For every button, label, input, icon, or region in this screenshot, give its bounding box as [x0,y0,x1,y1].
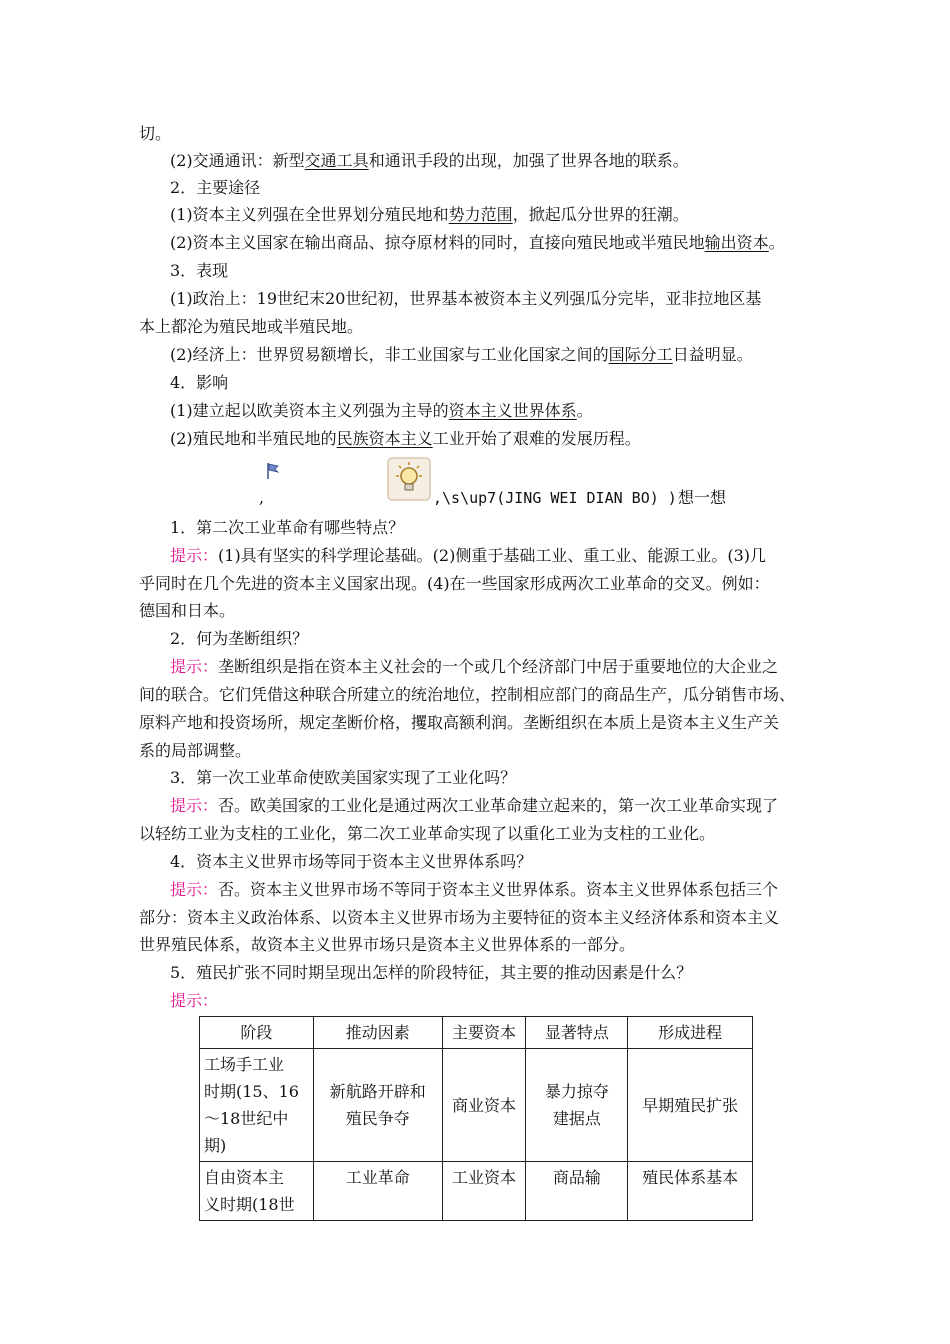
table-header: 推动因素 [313,1017,442,1049]
hint-label: 提示： [170,796,219,815]
hint-label: 提示： [170,657,219,676]
question: 3．第一次工业革命使欧美国家实现了工业化吗？ [170,768,517,787]
separator-comma: , [259,488,265,507]
table-cell-capital: 工业资本 [442,1162,526,1221]
answer-line: 世界殖民体系，故资本主义世界市场只是资本主义世界体系的一部分。 [139,935,636,954]
table-header: 主要资本 [442,1017,526,1049]
answer-line: 提示：(1)具有坚实的科学理论基础。(2)侧重于基础工业、重工业、能源工业。(3)几 [170,546,767,565]
section-title: 想一想 [678,488,727,507]
question: 1．第二次工业革命有哪些特点？ [170,518,405,537]
line: (2)经济上：世界贸易额增长，非工业国家与工业化国家之间的国际分工日益明显。 [170,345,753,364]
table-cell-capital: 商业资本 [442,1049,526,1162]
table-cell-stage: 工场手工业 时期(15、16 ～18世纪中 期) [200,1049,314,1162]
line: (2)交通通讯：新型交通工具和通讯手段的出现，加强了世界各地的联系。 [170,151,689,170]
hint-label: 提示： [170,546,219,565]
line: (2)殖民地和半殖民地的民族资本主义工业开始了艰难的发展历程。 [170,429,641,448]
answer-line: 系的局部调整。 [139,741,252,760]
line: (1)政治上：19世纪末20世纪初，世界基本被资本主义列强瓜分完毕，亚非拉地区基 [170,289,762,308]
section-heading: 4．影响 [170,373,229,392]
answer-line [170,991,218,1011]
lightbulb-icon [387,457,431,501]
underlined-term: 民族资本主义 [336,429,433,448]
table-header: 显著特点 [526,1017,628,1049]
answer-line: 间的联合。它们凭借这种联合所建立的统治地位，控制相应部门的商品生产，瓜分销售市场、 [139,685,796,704]
answer-line: 原料产地和投资场所，规定垄断价格，攫取高额利润。垄断组织在本质上是资本主义生产关 [139,713,780,732]
underlined-term: 势力范围 [448,205,513,224]
line: (2)资本主义国家在输出商品、掠夺原材料的同时，直接向殖民地或半殖民地输出资本。 [170,233,785,252]
underlined-term: 输出资本 [704,233,769,252]
table-cell-process: 殖民体系基本 [628,1162,753,1221]
table-row [200,1049,753,1162]
underlined-term: 交通工具 [304,151,369,170]
line: 本上都沦为殖民地或半殖民地。 [139,317,364,336]
question: 4．资本主义世界市场等同于资本主义世界体系吗？ [170,852,533,871]
flag-icon [266,462,280,480]
field-code-text: ,\s\up7(JING WEI DIAN BO) ) [433,489,677,507]
table-cell-feature: 暴力掠夺 建据点 [526,1049,628,1162]
table-header: 形成进程 [628,1017,753,1049]
hint-label: 提示： [170,991,219,1010]
line: (1)资本主义列强在全世界划分殖民地和势力范围，掀起瓜分世界的狂潮。 [170,205,689,224]
answer-line: 提示：否。资本主义世界市场不等同于资本主义世界体系。资本主义世界体系包括三个 [170,880,779,899]
line: (1)建立起以欧美资本主义列强为主导的资本主义世界体系。 [170,401,593,420]
answer-line: 部分：资本主义政治体系、以资本主义世界市场为主要特征的资本主义经济体系和资本主义 [139,908,780,927]
answer-line: 提示：否。欧美国家的工业化是通过两次工业革命建立起来的，第一次工业革命实现了 [170,796,779,815]
table-cell-feature: 商品输 [526,1162,628,1221]
table-header: 阶段 [200,1017,314,1049]
table-header-row [200,1017,753,1049]
answer-line: 德国和日本。 [139,601,236,620]
section-heading: 2．主要途径 [170,178,261,197]
table-cell-factor: 新航路开辟和 殖民争夺 [313,1049,442,1162]
table-row [200,1162,753,1221]
section-heading: 3．表现 [170,261,229,280]
question: 2．何为垄断组织？ [170,629,309,648]
table-cell-process: 早期殖民扩张 [628,1049,753,1162]
colonial-expansion-table [199,1016,753,1221]
line: 切。 [139,124,172,143]
answer-line: 乎同时在几个先进的资本主义国家出现。(4)在一些国家形成两次工业革命的交叉。例如： [139,574,770,593]
underlined-term: 资本主义世界体系 [448,401,577,420]
table-cell-factor: 工业革命 [313,1162,442,1221]
question: 5．殖民扩张不同时期呈现出怎样的阶段特征，其主要的推动因素是什么？ [170,963,693,982]
underlined-term: 国际分工 [608,345,673,364]
answer-line: 以轻纺工业为支柱的工业化，第二次工业革命实现了以重化工业为支柱的工业化。 [139,824,716,843]
hint-label: 提示： [170,880,219,899]
table-cell-stage: 自由资本主 义时期(18世 [200,1162,314,1221]
answer-line: 提示：垄断组织是指在资本主义社会的一个或几个经济部门中居于重要地位的大企业之 [170,657,779,676]
